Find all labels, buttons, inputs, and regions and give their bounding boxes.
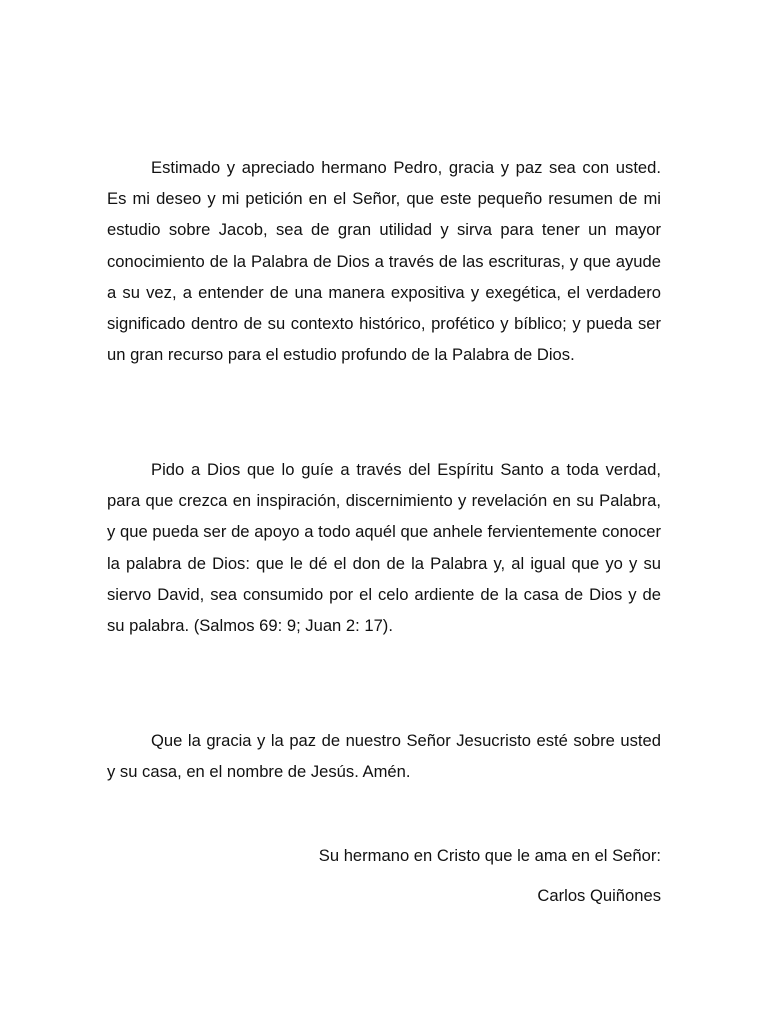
- paragraph-greeting: Estimado y apreciado hermano Pedro, gracia y paz sea con usted. Es mi deseo y mi petición en el Señor, que este pequeño resumen de mi estudio sobre Jacob, sea de gran utilidad y sirva para tener un mayor conocimiento de la Palabra de Dios a través de las escrituras, y que ayude a su vez, a entender de una manera expositiva y exegética, el verdadero significado dentro de su contexto histórico, profético y bíblico; y pueda ser un gran recurso para el estudio profundo de la Palabra de Dios.: [107, 158, 661, 365]
- signature-name: Carlos Quiñones: [537, 886, 661, 905]
- paragraph-blessing: Que la gracia y la paz de nuestro Señor Jesucristo esté sobre usted y su casa, en el nombre de Jesús. Amén.: [107, 731, 661, 782]
- closing-line: Su hermano en Cristo que le ama en el Señor:: [318, 846, 661, 865]
- paragraph-prayer: Pido a Dios que lo guíe a través del Espíritu Santo a toda verdad, para que crezca en inspiración, discernimiento y revelación en su Palabra, y que pueda ser de apoyo a todo aquél que anhele fervientemente conocer la palabra de Dios: que le dé el don de la Palabra y, al igual que yo y su siervo David, sea consumido por el celo ardiente de la casa de Dios y de su palabra. (Salmos 69: 9; Juan 2: 17).: [107, 460, 661, 636]
